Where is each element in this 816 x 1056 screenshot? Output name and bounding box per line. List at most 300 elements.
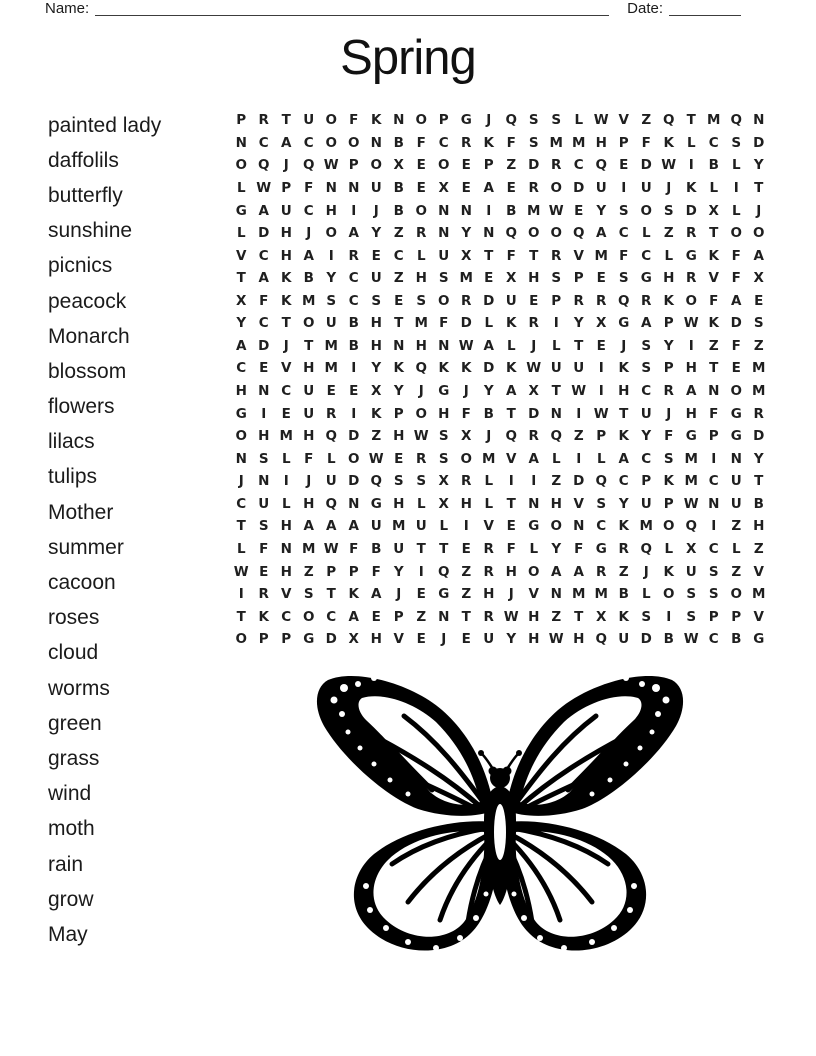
grid-cell: L bbox=[551, 337, 561, 354]
grid-cell: W bbox=[368, 450, 384, 467]
grid-cell: C bbox=[596, 518, 607, 535]
grid-cell: X bbox=[753, 270, 764, 287]
grid-cell: Q bbox=[730, 112, 742, 129]
grid-cell: T bbox=[506, 405, 516, 422]
grid-cell: R bbox=[258, 586, 269, 603]
grid-cell: H bbox=[528, 608, 540, 625]
grid-cell: X bbox=[461, 428, 472, 445]
grid-cell: N bbox=[730, 450, 742, 467]
grid-cell: L bbox=[484, 473, 494, 490]
grid-cell: A bbox=[303, 518, 314, 535]
word-list-item: May bbox=[48, 922, 88, 946]
grid-cell: H bbox=[280, 563, 292, 580]
grid-cell: H bbox=[280, 518, 292, 535]
grid-cell: H bbox=[258, 428, 270, 445]
grid-cell: D bbox=[348, 473, 360, 490]
word-list-item: peacock bbox=[48, 289, 127, 313]
grid-cell: P bbox=[618, 134, 629, 151]
grid-cell: O bbox=[730, 586, 742, 603]
date-label: Date: bbox=[627, 0, 663, 17]
grid-cell: Z bbox=[618, 563, 629, 580]
grid-cell: O bbox=[685, 292, 697, 309]
grid-cell: N bbox=[393, 112, 405, 129]
grid-cell: L bbox=[641, 586, 651, 603]
grid-cell: Z bbox=[753, 337, 764, 354]
grid-cell: T bbox=[281, 315, 291, 332]
grid-cell: C bbox=[348, 292, 359, 309]
grid-cell: K bbox=[618, 360, 629, 377]
grid-cell: U bbox=[618, 631, 630, 648]
grid-cell: U bbox=[370, 518, 382, 535]
grid-cell: E bbox=[506, 518, 516, 535]
grid-cell: N bbox=[438, 202, 450, 219]
monarch-butterfly-icon bbox=[300, 660, 700, 960]
grid-cell: B bbox=[393, 202, 404, 219]
grid-cell: Q bbox=[438, 563, 450, 580]
grid-cell: O bbox=[460, 450, 472, 467]
grid-cell: L bbox=[709, 179, 719, 196]
grid-cell: N bbox=[708, 383, 720, 400]
grid-cell: S bbox=[708, 563, 719, 580]
grid-cell: P bbox=[236, 112, 247, 129]
grid-cell: Q bbox=[550, 428, 562, 445]
grid-cell: L bbox=[731, 540, 741, 557]
word-list-item: roses bbox=[48, 606, 100, 630]
grid-cell: Q bbox=[505, 428, 517, 445]
word-list-item: Monarch bbox=[48, 324, 130, 348]
grid-cell: P bbox=[663, 495, 674, 512]
grid-cell: L bbox=[326, 450, 336, 467]
grid-cell: R bbox=[483, 563, 494, 580]
word-list-item: lilacs bbox=[48, 430, 95, 454]
grid-cell: I bbox=[531, 473, 537, 490]
grid-cell: S bbox=[438, 450, 449, 467]
grid-cell: S bbox=[618, 270, 629, 287]
grid-cell: E bbox=[416, 586, 426, 603]
grid-cell: I bbox=[711, 450, 717, 467]
grid-cell: L bbox=[439, 518, 449, 535]
grid-cell: F bbox=[574, 540, 584, 557]
grid-cell: B bbox=[663, 631, 674, 648]
grid-cell: C bbox=[303, 202, 314, 219]
grid-cell: Y bbox=[663, 337, 674, 354]
grid-cell: A bbox=[371, 586, 382, 603]
grid-cell: T bbox=[484, 247, 494, 264]
grid-cell: O bbox=[303, 608, 315, 625]
grid-cell: S bbox=[303, 586, 314, 603]
grid-cell: K bbox=[618, 428, 629, 445]
grid-cell: Z bbox=[416, 608, 427, 625]
grid-cell: W bbox=[323, 157, 339, 174]
grid-cell: L bbox=[236, 179, 246, 196]
date-blank-line bbox=[669, 15, 741, 16]
grid-cell: O bbox=[325, 112, 337, 129]
grid-cell: U bbox=[258, 495, 270, 512]
grid-cell: I bbox=[486, 202, 492, 219]
grid-cell: I bbox=[508, 473, 514, 490]
grid-cell: M bbox=[279, 428, 293, 445]
grid-cell: L bbox=[731, 202, 741, 219]
grid-cell: S bbox=[393, 473, 404, 490]
grid-cell: U bbox=[303, 112, 315, 129]
grid-cell: R bbox=[641, 292, 652, 309]
grid-cell: O bbox=[550, 225, 562, 242]
grid-cell: G bbox=[685, 428, 697, 445]
grid-cell: P bbox=[663, 315, 674, 332]
grid-cell: N bbox=[393, 337, 405, 354]
grid-cell: S bbox=[731, 134, 742, 151]
grid-cell: N bbox=[550, 405, 562, 422]
grid-cell: B bbox=[348, 315, 359, 332]
grid-cell: A bbox=[551, 563, 562, 580]
grid-cell: H bbox=[370, 337, 382, 354]
grid-cell: I bbox=[351, 405, 357, 422]
grid-cell: R bbox=[416, 225, 427, 242]
grid-cell: Z bbox=[551, 473, 562, 490]
grid-cell: Y bbox=[551, 540, 562, 557]
grid-cell: P bbox=[438, 112, 449, 129]
grid-cell: C bbox=[258, 134, 269, 151]
grid-cell: K bbox=[663, 563, 674, 580]
grid-cell: H bbox=[753, 518, 765, 535]
grid-cell: D bbox=[348, 428, 360, 445]
grid-cell: L bbox=[596, 450, 606, 467]
grid-cell: H bbox=[415, 337, 427, 354]
grid-cell: O bbox=[663, 586, 675, 603]
grid-cell: I bbox=[283, 473, 289, 490]
grid-cell: Q bbox=[505, 112, 517, 129]
grid-cell: W bbox=[593, 405, 609, 422]
grid-cell: V bbox=[236, 247, 247, 264]
grid-cell: P bbox=[731, 608, 742, 625]
grid-cell: Y bbox=[461, 225, 472, 242]
grid-cell: F bbox=[641, 134, 651, 151]
grid-cell: C bbox=[258, 247, 269, 264]
grid-cell: H bbox=[393, 495, 405, 512]
grid-cell: G bbox=[303, 631, 315, 648]
grid-cell: E bbox=[619, 157, 629, 174]
grid-cell: O bbox=[550, 179, 562, 196]
grid-cell: N bbox=[708, 495, 720, 512]
word-list-item: Mother bbox=[48, 500, 114, 524]
word-list-item: painted lady bbox=[48, 113, 162, 137]
grid-cell: N bbox=[370, 134, 382, 151]
grid-cell: G bbox=[370, 495, 382, 512]
grid-cell: R bbox=[258, 112, 269, 129]
grid-cell: I bbox=[598, 360, 604, 377]
grid-cell: G bbox=[730, 428, 742, 445]
grid-cell: X bbox=[348, 631, 359, 648]
grid-cell: K bbox=[461, 360, 472, 377]
grid-cell: R bbox=[618, 540, 629, 557]
name-blank-line bbox=[95, 15, 609, 16]
grid-cell: V bbox=[281, 360, 292, 377]
grid-cell: S bbox=[371, 292, 382, 309]
grid-cell: X bbox=[438, 473, 449, 490]
grid-cell: J bbox=[666, 179, 672, 196]
grid-cell: F bbox=[664, 428, 674, 445]
grid-cell: B bbox=[348, 337, 359, 354]
grid-cell: J bbox=[621, 337, 627, 354]
grid-cell: W bbox=[548, 631, 564, 648]
grid-cell: W bbox=[503, 608, 519, 625]
grid-cell: Q bbox=[303, 157, 315, 174]
grid-cell: X bbox=[461, 247, 472, 264]
grid-cell: I bbox=[351, 360, 357, 377]
grid-cell: J bbox=[396, 586, 402, 603]
grid-cell: N bbox=[348, 495, 360, 512]
grid-cell: P bbox=[348, 157, 359, 174]
word-list-item: butterfly bbox=[48, 183, 123, 207]
grid-cell: F bbox=[259, 292, 269, 309]
grid-cell: D bbox=[573, 179, 585, 196]
grid-cell: S bbox=[686, 608, 697, 625]
grid-cell: D bbox=[258, 225, 270, 242]
grid-cell: H bbox=[370, 631, 382, 648]
word-list-item: flowers bbox=[48, 395, 115, 419]
grid-cell: R bbox=[686, 225, 697, 242]
grid-cell: K bbox=[393, 360, 404, 377]
grid-cell: E bbox=[506, 179, 516, 196]
grid-cell: Y bbox=[483, 383, 494, 400]
grid-cell: W bbox=[233, 563, 249, 580]
grid-cell: J bbox=[508, 586, 514, 603]
grid-cell: B bbox=[753, 495, 764, 512]
grid-cell: R bbox=[596, 292, 607, 309]
grid-cell: P bbox=[573, 270, 584, 287]
grid-cell: T bbox=[439, 540, 449, 557]
grid-cell: G bbox=[235, 405, 247, 422]
grid-cell: R bbox=[483, 540, 494, 557]
grid-cell: M bbox=[594, 586, 608, 603]
grid-cell: H bbox=[505, 563, 517, 580]
grid-cell: V bbox=[483, 518, 494, 535]
grid-cell: S bbox=[641, 608, 652, 625]
grid-cell: T bbox=[709, 225, 719, 242]
grid-cell: S bbox=[708, 586, 719, 603]
grid-cell: F bbox=[416, 134, 426, 151]
grid-cell: T bbox=[551, 383, 561, 400]
grid-cell: J bbox=[756, 202, 762, 219]
grid-cell: T bbox=[529, 247, 539, 264]
grid-cell: I bbox=[463, 518, 469, 535]
grid-cell: H bbox=[528, 631, 540, 648]
grid-cell: C bbox=[438, 134, 449, 151]
grid-cell: Q bbox=[640, 540, 652, 557]
grid-cell: Y bbox=[393, 383, 404, 400]
grid-cell: R bbox=[461, 292, 472, 309]
grid-cell: U bbox=[730, 473, 742, 490]
grid-cell: R bbox=[596, 563, 607, 580]
grid-cell: H bbox=[280, 225, 292, 242]
grid-cell: V bbox=[281, 586, 292, 603]
grid-cell: K bbox=[258, 608, 269, 625]
grid-cell: M bbox=[684, 473, 698, 490]
grid-cell: A bbox=[348, 608, 359, 625]
grid-cell: O bbox=[235, 428, 247, 445]
grid-cell: S bbox=[551, 270, 562, 287]
grid-cell: A bbox=[281, 134, 292, 151]
grid-cell: K bbox=[483, 134, 494, 151]
grid-cell: R bbox=[461, 134, 472, 151]
grid-cell: O bbox=[528, 225, 540, 242]
grid-cell: L bbox=[664, 247, 674, 264]
grid-cell: D bbox=[640, 631, 652, 648]
grid-cell: D bbox=[685, 202, 697, 219]
grid-cell: Y bbox=[371, 360, 382, 377]
grid-cell: H bbox=[415, 270, 427, 287]
grid-cell: X bbox=[236, 292, 247, 309]
word-list-item: grass bbox=[48, 746, 100, 770]
grid-cell: Q bbox=[573, 225, 585, 242]
grid-cell: B bbox=[506, 202, 517, 219]
grid-cell: H bbox=[325, 202, 337, 219]
grid-cell: O bbox=[730, 225, 742, 242]
grid-cell: K bbox=[663, 473, 674, 490]
grid-cell: H bbox=[235, 383, 247, 400]
grid-cell: L bbox=[484, 315, 494, 332]
grid-cell: K bbox=[686, 179, 697, 196]
grid-cell: R bbox=[528, 428, 539, 445]
grid-cell: X bbox=[371, 383, 382, 400]
grid-cell: C bbox=[641, 247, 652, 264]
grid-cell: N bbox=[348, 179, 360, 196]
grid-cell: D bbox=[753, 428, 765, 445]
grid-cell: R bbox=[416, 450, 427, 467]
grid-cell: K bbox=[438, 360, 449, 377]
grid-cell: W bbox=[548, 202, 564, 219]
grid-cell: E bbox=[461, 540, 471, 557]
grid-cell: C bbox=[641, 450, 652, 467]
grid-cell: I bbox=[576, 405, 582, 422]
grid-cell: A bbox=[506, 383, 517, 400]
grid-cell: C bbox=[326, 608, 337, 625]
grid-cell: L bbox=[641, 225, 651, 242]
grid-cell: N bbox=[483, 225, 495, 242]
grid-cell: D bbox=[325, 631, 337, 648]
grid-cell: W bbox=[256, 179, 272, 196]
grid-cell: F bbox=[349, 540, 359, 557]
grid-cell: G bbox=[438, 586, 450, 603]
grid-cell: C bbox=[618, 473, 629, 490]
grid-cell: S bbox=[641, 337, 652, 354]
grid-cell: D bbox=[258, 337, 270, 354]
word-list-item: worms bbox=[48, 676, 110, 700]
grid-cell: O bbox=[438, 157, 450, 174]
grid-cell: Q bbox=[685, 518, 697, 535]
grid-cell: K bbox=[708, 315, 719, 332]
grid-cell: Z bbox=[753, 540, 764, 557]
grid-cell: A bbox=[483, 337, 494, 354]
grid-cell: R bbox=[483, 608, 494, 625]
grid-cell: E bbox=[394, 292, 404, 309]
grid-cell: J bbox=[238, 473, 244, 490]
grid-cell: W bbox=[593, 112, 609, 129]
grid-cell: Q bbox=[325, 428, 337, 445]
grid-cell: N bbox=[528, 495, 540, 512]
grid-cell: I bbox=[576, 450, 582, 467]
grid-cell: A bbox=[236, 337, 247, 354]
grid-cell: O bbox=[550, 518, 562, 535]
grid-cell: L bbox=[506, 337, 516, 354]
word-list-item: blossom bbox=[48, 359, 127, 383]
grid-cell: E bbox=[731, 360, 741, 377]
grid-cell: V bbox=[573, 495, 584, 512]
grid-cell: B bbox=[393, 134, 404, 151]
grid-cell: S bbox=[528, 134, 539, 151]
grid-cell: K bbox=[663, 134, 674, 151]
grid-cell: K bbox=[506, 315, 517, 332]
grid-cell: H bbox=[280, 247, 292, 264]
grid-cell: U bbox=[550, 360, 562, 377]
grid-cell: N bbox=[280, 540, 292, 557]
grid-cell: Z bbox=[731, 518, 742, 535]
grid-cell: F bbox=[731, 337, 741, 354]
word-list-item: rain bbox=[48, 852, 84, 876]
grid-cell: U bbox=[415, 518, 427, 535]
grid-cell: G bbox=[685, 247, 697, 264]
grid-cell: K bbox=[708, 247, 719, 264]
grid-cell: V bbox=[618, 112, 629, 129]
grid-cell: M bbox=[324, 360, 338, 377]
grid-cell: K bbox=[371, 112, 382, 129]
name-label: Name: bbox=[45, 0, 90, 17]
grid-cell: P bbox=[708, 608, 719, 625]
grid-cell: V bbox=[708, 270, 719, 287]
grid-cell: W bbox=[458, 337, 474, 354]
grid-cell: R bbox=[551, 157, 562, 174]
grid-cell: W bbox=[683, 315, 699, 332]
grid-cell: E bbox=[416, 179, 426, 196]
grid-cell: U bbox=[325, 473, 337, 490]
grid-cell: E bbox=[484, 270, 494, 287]
grid-cell: N bbox=[438, 608, 450, 625]
grid-cell: H bbox=[303, 495, 315, 512]
grid-cell: E bbox=[281, 405, 291, 422]
grid-cell: Z bbox=[573, 428, 584, 445]
word-list-item: cacoon bbox=[48, 571, 116, 595]
grid-cell: S bbox=[416, 292, 427, 309]
grid-cell: C bbox=[236, 360, 247, 377]
grid-cell: G bbox=[618, 315, 630, 332]
grid-cell: L bbox=[484, 495, 494, 512]
grid-cell: P bbox=[348, 563, 359, 580]
grid-cell: P bbox=[281, 631, 292, 648]
grid-cell: X bbox=[393, 157, 404, 174]
grid-cell: M bbox=[549, 134, 563, 151]
grid-cell: D bbox=[730, 315, 742, 332]
grid-cell: B bbox=[371, 540, 382, 557]
grid-cell: K bbox=[281, 270, 292, 287]
grid-cell: O bbox=[348, 450, 360, 467]
grid-cell: M bbox=[752, 586, 766, 603]
grid-cell: M bbox=[707, 112, 721, 129]
grid-cell: F bbox=[731, 247, 741, 264]
grid-cell: C bbox=[641, 383, 652, 400]
grid-cell: E bbox=[596, 270, 606, 287]
grid-cell: U bbox=[640, 495, 652, 512]
grid-cell: Y bbox=[753, 157, 764, 174]
grid-cell: F bbox=[506, 134, 516, 151]
grid-cell: N bbox=[325, 179, 337, 196]
grid-cell: E bbox=[371, 608, 381, 625]
grid-cell: A bbox=[348, 518, 359, 535]
grid-cell: J bbox=[531, 337, 537, 354]
grid-cell: M bbox=[302, 292, 316, 309]
grid-cell: M bbox=[594, 247, 608, 264]
grid-cell: S bbox=[258, 518, 269, 535]
grid-cell: Z bbox=[303, 563, 314, 580]
